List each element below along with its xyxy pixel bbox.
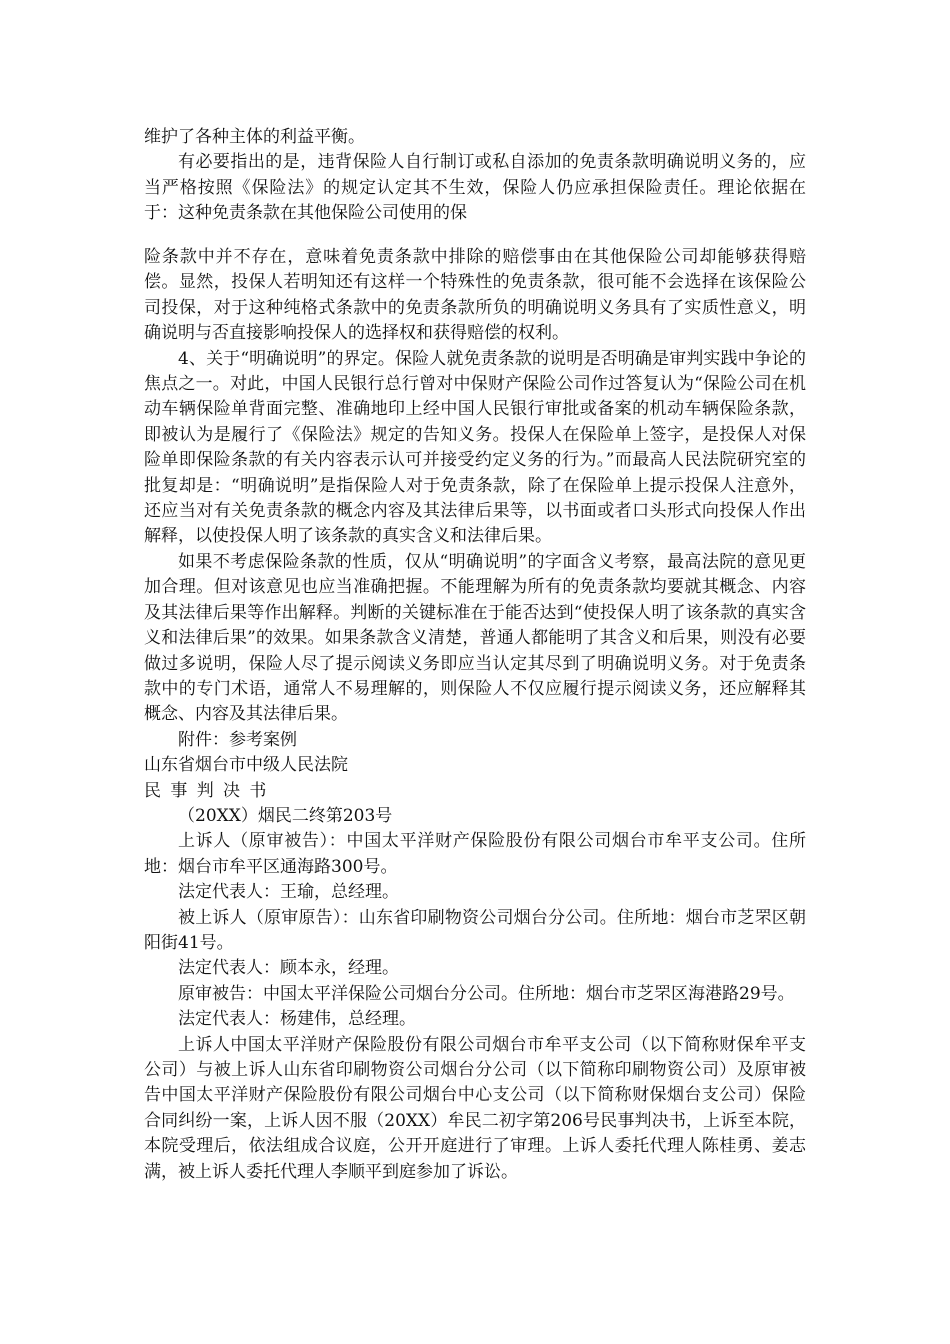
case-summary: 上诉人中国太平洋财产保险股份有限公司烟台市牟平支公司（以下简称财保牟平支公司）与被上诉人山东省印刷物资公司烟台分公司（以下简称印刷物资公司）及原审被告中国太平洋财产保险股份有限公司烟台中心支公司（以下简称财保烟台支公司）保险合同纠纷一案，上诉人因不服（20XX）牟民二初字第206号民事判决书，上诉至本院，本院受理后，依法组成合议庭，公开开庭进行了审理。上诉人委托代理人陈桂勇、姜志满，被上诉人委托代理人李顺平到庭参加了诉讼。 <box>144 1034 806 1182</box>
appellee: 被上诉人（原审原告）：山东省印刷物资公司烟台分公司。住所地：烟台市芝罘区朝阳街41号。 <box>144 907 806 953</box>
appellee-representative: 法定代表人：顾本永，经理。 <box>178 958 399 979</box>
case-number: （20XX）烟民二终第203号 <box>178 805 393 826</box>
court-name: 山东省烟台市中级人民法院 <box>144 755 348 776</box>
judgment-title: 民事判决书 <box>144 780 276 801</box>
original-defendant: 原审被告：中国太平洋保险公司烟台分公司。住所地：烟台市芝罘区海港路29号。 <box>178 983 795 1004</box>
paragraph-2: 有必要指出的是，违背保险人自行制订或私自添加的免责条款明确说明义务的，应当严格按照《保险法》的规定认定其不生效，保险人仍应承担保险责任。理论依据在于：这种免责条款在其他保险公司使用的保 <box>144 152 806 224</box>
appellant-representative: 法定代表人：王瑜，总经理。 <box>178 882 399 903</box>
original-defendant-representative: 法定代表人：杨建伟，总经理。 <box>178 1009 416 1030</box>
paragraph-4: 4、关于“明确说明”的界定。保险人就免责条款的说明是否明确是审判实践中争论的焦点之一。对此，中国人民银行总行曾对中保财产保险公司作过答复认为“保险公司在机动车辆保险单背面完整、准确地印上经中国人民银行审批或备案的机动车辆保险条款，即被认为是履行了《保险法》规定的告知义务。投保人在保险单上签字，是投保人对保险单即保险条款的有关内容表示认可并接受约定义务的行为。”而最高人民法院研究室的批复却是：“明确说明”是指保险人对于免责条款，除了在保险单上提示投保人注意外，还应当对有关免责条款的概念内容及其法律后果等，以书面或者口头形式向投保人作出解释，以使投保人明了该条款的真实含义和法律后果。 <box>144 348 806 547</box>
text-block-main <box>144 245 806 1185</box>
text-block-top <box>144 125 806 227</box>
paragraph-1: 维护了各种主体的利益平衡。 <box>144 127 365 147</box>
attachment-label: 附件：参考案例 <box>178 729 297 750</box>
appellant: 上诉人（原审被告）：中国太平洋财产保险股份有限公司烟台市牟平支公司。住所地：烟台市牟平区通海路300号。 <box>144 831 806 877</box>
paragraph-3: 险条款中并不存在，意味着免责条款中排除的赔偿事由在其他保险公司却能够获得赔偿。显然，投保人若明知还有这样一个特殊性的免责条款，很可能不会选择在该保险公司投保，对于这种纯格式条款中的免责条款所负的明确说明义务具有了实质性意义，明确说明与否直接影响投保人的选择权和获得赔偿的权利。 <box>144 247 806 344</box>
paragraph-5: 如果不考虑保险条款的性质，仅从“明确说明”的字面含义考察，最高法院的意见更加合理。但对该意见也应当准确把握。不能理解为所有的免责条款均要就其概念、内容及其法律后果等作出解释。判断的关键标准在于能否达到“使投保人明了该条款的真实含义和法律后果”的效果。如果条款含义清楚，普通人都能明了其含义和后果，则没有必要做过多说明，保险人尽了提示阅读义务即应当认定其尽到了明确说明义务。对于免责条款中的专门术语，通常人不易理解的，则保险人不仅应履行提示阅读义务，还应解释其概念、内容及其法律后果。 <box>144 551 806 725</box>
